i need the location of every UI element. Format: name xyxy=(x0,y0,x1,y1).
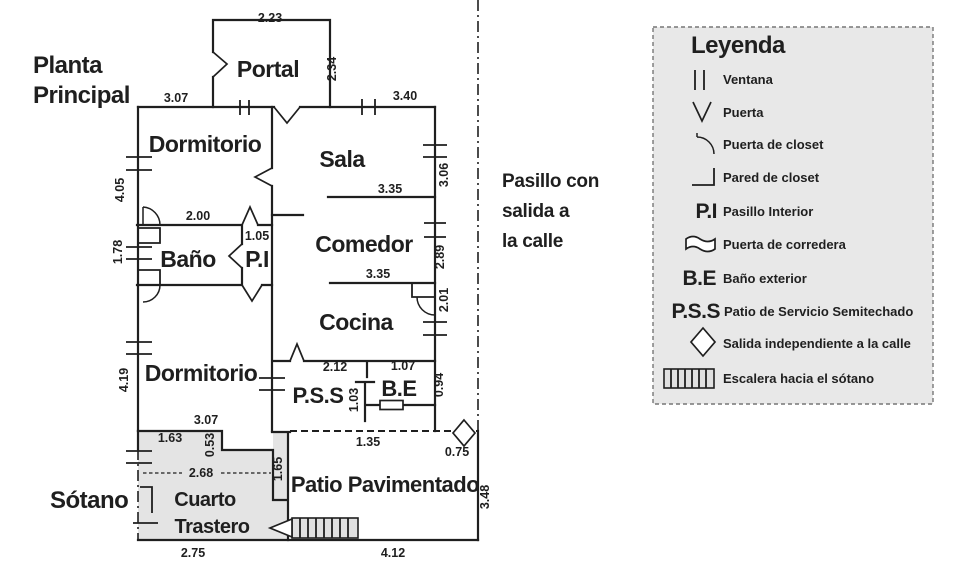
dim-portal-depth: 2.34 xyxy=(325,56,339,82)
legend-item-label: Pasillo Interior xyxy=(723,204,814,219)
pi-top-door-icon xyxy=(242,207,258,225)
legend-item-label: Escalera hacia el sótano xyxy=(723,371,875,386)
dim-sala-depth: 3.06 xyxy=(437,162,451,188)
closet-door-arc-bottom-icon xyxy=(143,285,160,302)
room-label-bano: Baño xyxy=(160,246,216,272)
pi-bottom-door-icon xyxy=(242,285,262,301)
legend-item-label: Puerta de closet xyxy=(723,137,824,152)
closet-door-arc-top-icon xyxy=(143,207,160,225)
dim-dorm-bottom-depth: 4.19 xyxy=(117,367,131,393)
room-label-be: B.E xyxy=(381,376,417,401)
room-label-cocina: Cocina xyxy=(319,309,393,335)
legend-title: Leyenda xyxy=(691,32,785,59)
dim-trastero-right-depth: 1.65 xyxy=(271,456,285,482)
dim-patio-depth: 3.48 xyxy=(478,484,492,510)
bano-door-icon xyxy=(229,244,242,268)
legend-item-label: Ventana xyxy=(723,72,773,87)
dim-portal-width: 2.23 xyxy=(257,11,283,25)
room-label-trastero: Trastero xyxy=(174,516,250,538)
dim-salida-width: 0.75 xyxy=(444,445,470,459)
dim-dorm-bottom-width: 3.07 xyxy=(193,413,219,427)
be-abbreviation: B.E xyxy=(682,267,716,290)
page-title-line2: Principal xyxy=(33,82,130,109)
dim-dorm-top-depth: 4.05 xyxy=(113,177,127,203)
dim-bano-width: 2.00 xyxy=(185,209,211,223)
dim-be-inner-depth: 1.03 xyxy=(347,387,361,413)
dim-comedor-width: 3.35 xyxy=(377,182,403,196)
pasillo-note-line3: la calle xyxy=(502,231,563,252)
dim-pss-width: 2.12 xyxy=(322,360,348,374)
pasillo-note-line2: salida a xyxy=(502,201,570,222)
dormitorio-top-door-icon xyxy=(255,168,272,186)
cocina-closet-door-arc-icon xyxy=(417,297,435,315)
room-label-cuarto: Cuarto xyxy=(174,489,236,511)
pi-abbreviation: P.I xyxy=(695,200,717,223)
legend xyxy=(653,27,933,404)
dim-trastero-bottom-width: 2.75 xyxy=(180,546,206,560)
dim-trastero-mid-width: 2.68 xyxy=(188,466,214,480)
stairs-treads xyxy=(300,518,348,538)
room-label-sala: Sala xyxy=(319,146,365,172)
dim-sala-width: 3.40 xyxy=(392,89,418,103)
room-label-dormitorio-top: Dormitorio xyxy=(148,131,262,157)
portal-door-icon xyxy=(213,52,227,77)
pss-door-icon xyxy=(290,344,304,361)
dim-pi-width: 1.05 xyxy=(244,229,270,243)
room-label-comedor: Comedor xyxy=(315,231,413,257)
basement-title: Sótano xyxy=(50,487,129,514)
dim-patio-top-width: 1.35 xyxy=(355,435,381,449)
dim-cocina-width: 3.35 xyxy=(365,267,391,281)
room-label-dormitorio-bottom: Dormitorio xyxy=(144,360,258,386)
dim-cocina-depth: 2.01 xyxy=(437,287,451,313)
cocina-closet-wall-icon xyxy=(412,283,435,297)
room-label-patio: Patio Pavimentado xyxy=(290,472,480,497)
legend-item-label: Baño exterior xyxy=(723,271,807,286)
dim-comedor-depth: 2.89 xyxy=(433,244,447,270)
legend-item-label: Salida independiente a la calle xyxy=(723,336,911,351)
pasillo-note-line1: Pasillo con xyxy=(502,171,600,192)
dim-trastero-top-width: 1.63 xyxy=(157,431,183,445)
legend-item-label: Puerta de corredera xyxy=(723,237,846,252)
dim-be-width: 1.07 xyxy=(390,359,416,373)
page-title-line1: Planta xyxy=(33,52,103,79)
dim-dorm-top-width: 3.07 xyxy=(163,91,189,105)
entry-door-icon xyxy=(274,107,300,123)
labels xyxy=(33,52,599,538)
pss-abbreviation: P.S.S xyxy=(671,300,720,323)
room-label-portal: Portal xyxy=(236,56,300,82)
dim-be-depth: 0.94 xyxy=(432,372,446,398)
room-label-pasillo-interior: P.I xyxy=(245,246,269,272)
legend-item-label: Patio de Servicio Semitechado xyxy=(724,304,914,319)
dim-patio-bottom-width: 4.12 xyxy=(380,546,406,560)
street-exit-diamond-icon xyxy=(453,420,475,446)
legend-item-label: Puerta xyxy=(723,105,764,120)
dim-bano-depth: 1.78 xyxy=(111,239,125,265)
legend-item-label: Pared de closet xyxy=(723,170,820,185)
sliding-door-icon xyxy=(380,401,403,410)
closet-wall-icon xyxy=(137,228,160,285)
room-label-pss: P.S.S xyxy=(292,383,344,408)
dim-trastero-step: 0.53 xyxy=(203,432,217,458)
